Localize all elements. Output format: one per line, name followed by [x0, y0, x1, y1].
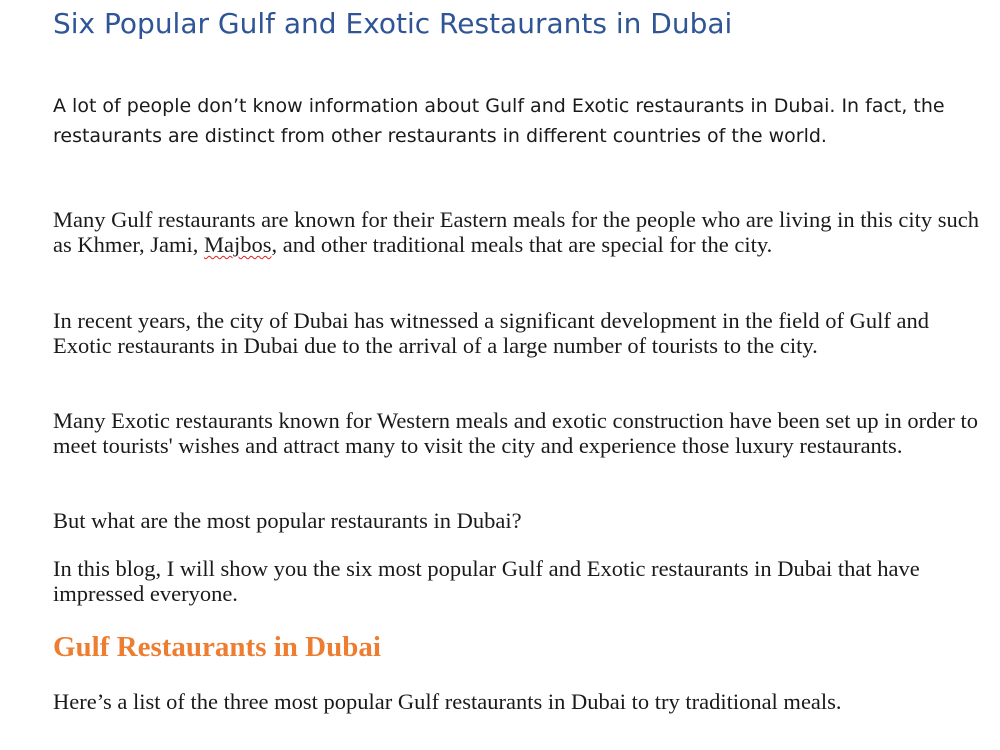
paragraph-question: But what are the most popular restaurants in Dubai?: [53, 508, 522, 533]
paragraph-development: In recent years, the city of Dubai has witnessed a significant development in the field of Gulf and Exotic restaurants in Dubai due to the arrival of a large number of tourists to the city.: [53, 308, 929, 358]
paragraph-section-intro: Here’s a list of the three most popular Gulf restaurants in Dubai to try traditional meals.: [53, 689, 842, 714]
section-heading: Gulf Restaurants in Dubai: [53, 631, 381, 663]
paragraph-text: Many Gulf restaurants are known for their Eastern meals for the people who are living in this city such as Khmer, Jami,: [53, 207, 979, 257]
paragraph-text: , and other traditional meals that are special for the city.: [271, 232, 773, 257]
paragraph-exotic-restaurants: Many Exotic restaurants known for Western meals and exotic construction have been set up in order to meet tourists' wishes and attract many to visit the city and experience those luxury restaurants.: [53, 408, 979, 458]
paragraph-blog-intro: In this blog, I will show you the six most popular Gulf and Exotic restaurants in Dubai that have impressed everyone.: [53, 556, 920, 606]
spellcheck-flagged-word[interactable]: Majbos: [203, 232, 272, 257]
paragraph-intro: A lot of people don’t know information about Gulf and Exotic restaurants in Dubai. In fact, the restaurants are distinct from other restaurants in different countries of the world.: [53, 95, 945, 147]
document-title: Six Popular Gulf and Exotic Restaurants in Dubai: [53, 7, 733, 40]
paragraph-gulf-meals: [53, 207, 983, 257]
